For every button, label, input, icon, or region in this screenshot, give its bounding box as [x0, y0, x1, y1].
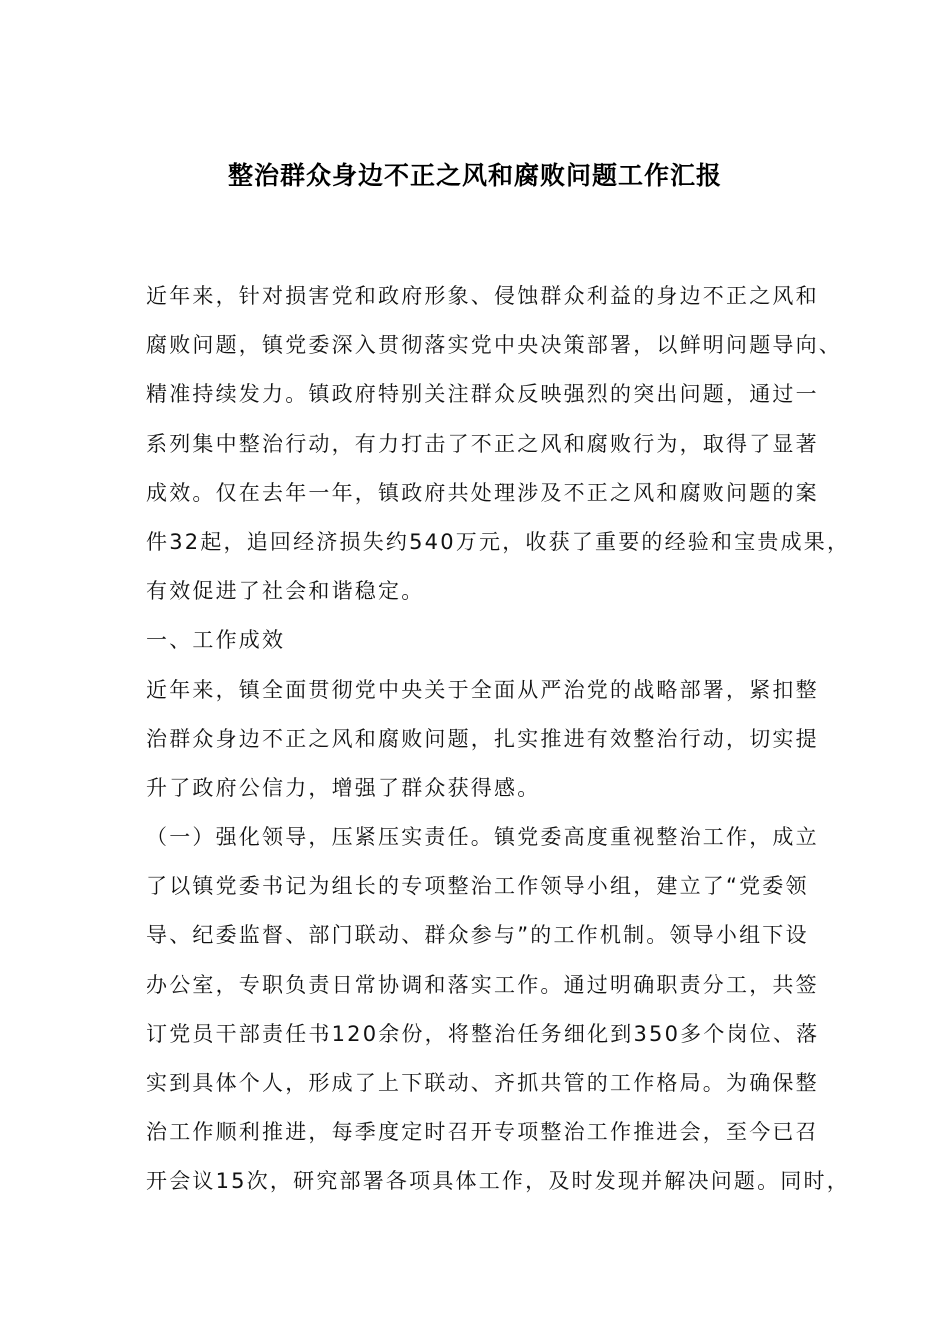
body-line: 件32起，追回经济损失约540万元，收获了重要的经验和宝贵成果， — [146, 529, 851, 554]
body-line: 办公室，专职负责日常协调和落实工作。通过明确职责分工，共签 — [146, 972, 819, 997]
body-line: 订党员干部责任书120余份，将整治任务细化到350多个岗位、落 — [146, 1021, 820, 1046]
body-line: 有效促进了社会和谐稳定。 — [146, 579, 425, 604]
subsection-line: （一）强化领导，压紧压实责任。镇党委高度重视整治工作，成立 — [146, 825, 819, 850]
body-line: 升了政府公信力，增强了群众获得感。 — [146, 775, 541, 800]
body-line: 实到具体个人，形成了上下联动、齐抓共管的工作格局。为确保整 — [146, 1071, 819, 1095]
body-line: 近年来，针对损害党和政府形象、侵蚀群众利益的身边不正之风和 — [146, 284, 819, 308]
body-line: 腐败问题，镇党委深入贯彻落实党中央决策部署，以鲜明问题导向、 — [146, 333, 842, 358]
body-line: 近年来，镇全面贯彻党中央关于全面从严治党的战略部署，紧扣整 — [146, 677, 819, 702]
body-line: 精准持续发力。镇政府特别关注群众反映强烈的突出问题，通过一 — [146, 382, 819, 407]
body-line: 治工作顺利推进，每季度定时召开专项整治工作推进会，至今已召 — [146, 1120, 819, 1145]
body-line: 系列集中整治行动，有力打击了不正之风和腐败行为，取得了显著 — [146, 431, 819, 456]
body-line: 了以镇党委书记为组长的专项整治工作领导小组，建立了“党委领 — [146, 874, 809, 899]
body-line: 治群众身边不正之风和腐败问题，扎实推进有效整治行动，切实提 — [146, 726, 819, 751]
body-line: 导、纪委监督、部门联动、群众参与”的工作机制。领导小组下设 — [146, 923, 809, 948]
document-body — [146, 272, 851, 1207]
body-line: 开会议15次，研究部署各项具体工作，及时发现并解决问题。同时， — [146, 1169, 850, 1194]
section-heading: 一、工作成效 — [146, 628, 286, 653]
document-title: 整治群众身边不正之风和腐败问题工作汇报 — [227, 161, 722, 190]
body-line: 成效。仅在去年一年，镇政府共处理涉及不正之风和腐败问题的案 — [146, 480, 819, 505]
